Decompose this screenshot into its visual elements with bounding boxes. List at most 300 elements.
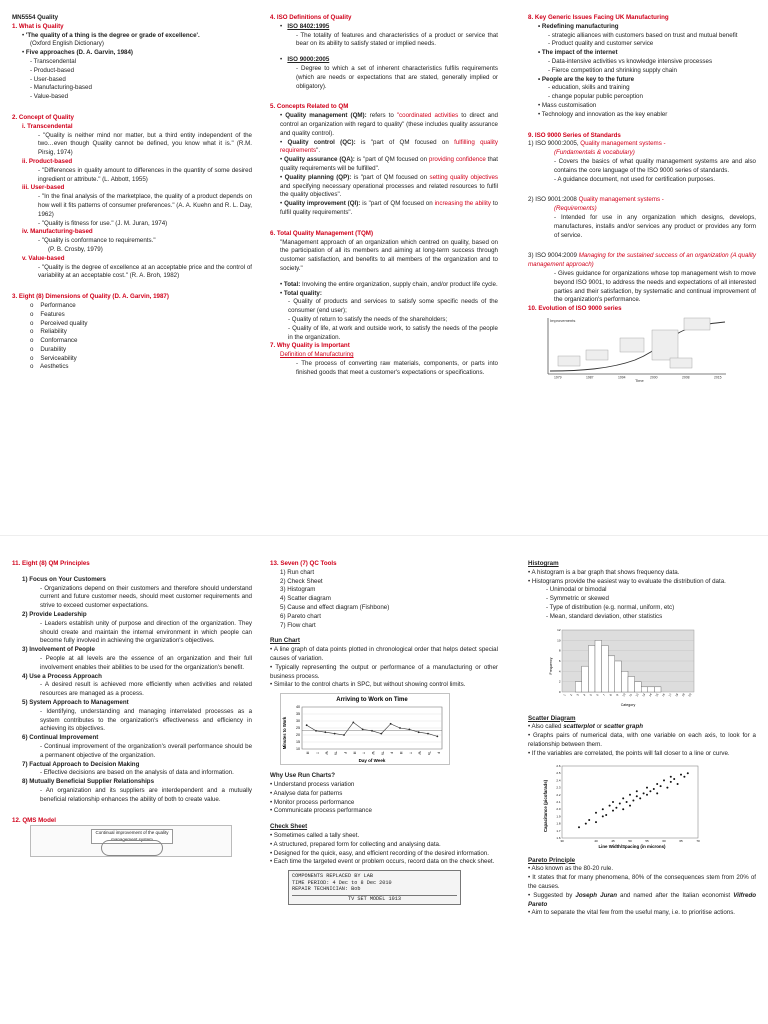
scatter-point xyxy=(619,802,621,804)
histogram-category-label: 14 xyxy=(647,692,653,697)
manufacturing-definition: - The process of converting raw materials, components, or parts into finished goods that meet a customer's expectations or specifications. xyxy=(296,359,498,376)
approaches-list xyxy=(12,58,252,102)
evolution-year-label: 1994 xyxy=(618,375,626,380)
list-item: • Similar to the control charts in SPC, but without showing control limits. xyxy=(270,681,466,689)
list-item: • Analyse data for patterns xyxy=(270,789,343,797)
list-item: • Each time the targeted event or problem occurs, record data on the check sheet. xyxy=(270,858,495,866)
list-item: - Product quality and customer service xyxy=(548,40,654,48)
principle-title: 5) System Approach to Management xyxy=(22,698,129,706)
list-item: - Type of distribution (e.g. normal, uniform, etc) xyxy=(546,603,675,611)
section-13-heading: 13. Seven (7) QC Tools xyxy=(270,560,337,567)
scatter-point xyxy=(602,815,604,817)
scatter-y-tick: 1.9 xyxy=(556,813,561,818)
concept-title: iv. Manufacturing-based xyxy=(22,228,93,236)
scatter-y-tick: 2.4 xyxy=(556,777,561,782)
list-item: - Fierce competition and shrinking supply chain xyxy=(548,66,677,74)
list-item: - Data-intensive activities vs knowledge intensive processes xyxy=(548,57,713,65)
scatter-point xyxy=(615,806,617,808)
histogram-bar xyxy=(648,686,655,691)
histogram-bar xyxy=(575,681,582,691)
list-item: • Also called scatterplot or scatter graph xyxy=(528,723,643,731)
evolution-year-label: 2015 xyxy=(714,375,722,380)
principle-text: - Effective decisions are based on the analysis of data and information. xyxy=(40,769,234,777)
list-item: 6) Pareto chart xyxy=(280,612,321,620)
list-item: • Mass customisation xyxy=(538,101,597,109)
qc-tools-list xyxy=(270,569,498,631)
principle-text: - Organizations depend on their customers and therefore should understand current and future customer needs, should meet customer requirements and strive to exceed customer expectations. xyxy=(40,584,252,610)
scatter-point xyxy=(636,795,638,797)
scatter-point xyxy=(680,773,682,775)
list-item: o Durability xyxy=(30,345,67,353)
run-chart-category-label: W xyxy=(417,751,422,755)
section-6-heading: 6. Total Quality Management (TQM) xyxy=(270,229,374,237)
principle-title: 6) Continual Improvement xyxy=(22,734,99,742)
list-item: • Histograms provide the easiest way to evaluate the distribution of data. xyxy=(528,577,726,585)
histogram-bar xyxy=(582,666,589,692)
list-item: • Quality control (QC): is "part of QM focused on fulfilling quality requirements". xyxy=(280,138,498,155)
scatter-y-tick: 2.1 xyxy=(556,799,561,804)
section-1-heading: 1. What is Quality xyxy=(12,22,64,30)
run-chart-xlabel: Day of Week xyxy=(358,758,386,764)
list-item: - A guidance document, not used for certification purposes. xyxy=(554,175,715,183)
section-9-heading: 9. ISO 9000 Series of Standards xyxy=(528,131,621,139)
check-sheet-line: COMPONENTS REPLACED BY LAB xyxy=(292,873,373,880)
scatter-x-tick: 55 xyxy=(645,838,649,843)
qms-cycle-shape xyxy=(101,840,163,856)
scatter-point xyxy=(677,783,679,785)
list-item: • A histogram is a bar graph that shows frequency data. xyxy=(528,568,680,576)
evolution-year-label: 1987 xyxy=(586,375,594,380)
column-top-left xyxy=(12,14,252,372)
check-sheet-line: REPAIR TECHNICIAN: Bob xyxy=(292,886,361,893)
run-chart-category-label: F xyxy=(343,752,347,755)
scatter-notes xyxy=(528,723,756,758)
run-chart-category-label: T xyxy=(408,752,413,755)
evolution-year-label: 2008 xyxy=(682,375,690,380)
list-item: • A structured, prepared form for collecting and analysing data. xyxy=(270,840,441,848)
histogram-category-label: 6 xyxy=(595,692,600,697)
list-item: o Features xyxy=(30,310,65,318)
list-item: o Performance xyxy=(30,301,76,309)
run-chart-notes xyxy=(270,646,498,690)
scatter-x-tick: 40 xyxy=(594,838,598,843)
histogram-category-label: 9 xyxy=(615,692,620,697)
iso9000-text: - Degree to which a set of inherent characteristics fulfils requirements (which are needs or expectations that are stated, generally implied or obligatory). xyxy=(296,64,498,90)
concept-text: - "Quality is fitness for use." (J. M. Juran, 1974) xyxy=(38,219,168,227)
five-approaches-bullet: • Five approaches (D. A. Garvin, 1984) xyxy=(22,49,133,57)
concept-text: - "In the final analysis of the marketplace, the quality of a product depends on how well it fits patterns of consumer preferences." (A. A. Kuehn and R. L. Day, 1962) xyxy=(38,193,253,218)
scatter-y-tick: 2.3 xyxy=(556,785,561,790)
histogram-bar xyxy=(628,676,635,692)
histogram-tick-label: 10 xyxy=(557,637,561,642)
histogram-category-label: 2 xyxy=(568,692,574,697)
principles-list xyxy=(12,576,252,805)
evolution-xlabel: Time xyxy=(635,377,644,383)
qm-concepts xyxy=(270,112,498,218)
scatter-point xyxy=(660,785,662,787)
scatter-point xyxy=(578,826,580,828)
why-list xyxy=(270,781,498,816)
histogram-notes xyxy=(528,569,756,622)
scatter-point xyxy=(612,809,614,811)
histogram-bar xyxy=(588,645,595,692)
list-item: • It states that for many phenomena, 80% of the consequences stem from 20% of the causes. xyxy=(528,874,757,890)
run-chart-tick-label: 35 xyxy=(296,712,300,717)
histogram-tick-label: 4 xyxy=(558,668,561,673)
histogram-category-label: 1 xyxy=(562,692,567,697)
list-item: - Quality of return to satisfy the needs of the shareholders; xyxy=(288,315,448,323)
run-chart-tick-label: 20 xyxy=(296,733,300,738)
scatter-point xyxy=(643,792,645,794)
principle-text: - Leaders establish unity of purpose and direction of the organization. They should create and maintain the internal environment in which people can become fully involved in achieving the organization's objectives. xyxy=(40,619,253,645)
scatter-point xyxy=(683,775,685,777)
run-chart-category-label: M xyxy=(352,751,357,755)
list-item: o Perceived quality xyxy=(30,319,88,327)
iso-standards xyxy=(528,140,756,305)
why-run-charts-title: Why Use Run Charts? xyxy=(270,772,335,780)
scatter-point xyxy=(626,801,628,803)
scatter-point xyxy=(656,792,658,794)
list-item: • Understand process variation xyxy=(270,780,355,788)
scatter-point xyxy=(646,793,648,795)
histogram-bar xyxy=(595,640,602,692)
scatter-plot-area xyxy=(562,766,698,838)
run-chart-tick-label: 30 xyxy=(296,719,300,724)
histogram-category-label: 7 xyxy=(601,692,607,697)
scatter-point xyxy=(670,775,672,777)
scatter-x-tick: 50 xyxy=(628,838,632,843)
list-item: • Sometimes called a tally sheet. xyxy=(270,831,360,839)
histogram-bar xyxy=(635,681,642,691)
scatter-point xyxy=(612,801,614,803)
run-chart-tick-label: 10 xyxy=(296,747,300,752)
histogram-chart xyxy=(548,626,698,708)
histogram-category-label: 12 xyxy=(634,692,640,697)
scatter-point xyxy=(622,808,624,810)
iso-evolution-figure xyxy=(540,314,730,384)
what-is-quality-bullet: • 'The quality of a thing is the degree or grade of excellence'. xyxy=(22,31,200,39)
concept-title: iii. User-based xyxy=(22,184,65,192)
evolution-year-label: 1979 xyxy=(554,375,562,380)
histogram-tick-label: 12 xyxy=(557,627,561,632)
list-item: - Covers the basics of what quality management systems are and also contains the core language of the ISO 9000 series of standards. xyxy=(554,157,757,174)
run-chart-category-label: F xyxy=(436,752,441,755)
histogram-ylabel: Frequency xyxy=(549,657,553,675)
column-top-right xyxy=(528,14,756,384)
list-item: - Symmetric or skewed xyxy=(546,595,609,603)
list-item: 4) Scatter diagram xyxy=(280,595,331,603)
course-title: MN5554 Quality xyxy=(12,14,59,21)
section-8-heading: 8. Key Generic Issues Facing UK Manufacturing xyxy=(528,14,669,21)
list-item: - Unimodal or bimodal xyxy=(546,586,607,594)
scatter-y-tick: 1.7 xyxy=(556,828,561,833)
principle-text: - People at all levels are the essence of an organization and their full involvement enables their abilities to be used for the organization's benefit. xyxy=(40,654,252,671)
run-chart-category-label: M xyxy=(305,751,310,755)
total-quality-list xyxy=(270,298,498,342)
list-item: - User-based xyxy=(30,75,66,83)
histogram-bar xyxy=(654,686,661,691)
list-item: • A line graph of data points plotted in chronological order that helps detect special causes of variation. xyxy=(270,646,498,662)
principle-title: 8) Mutually Beneficial Supplier Relationships xyxy=(22,778,155,786)
scatter-y-tick: 2.2 xyxy=(556,792,561,797)
histogram-category-label: 11 xyxy=(627,692,633,697)
check-sheet-line: TV SET MODEL 1013 xyxy=(292,895,457,903)
section-12-heading: 12. QMS Model xyxy=(12,816,57,824)
histogram-title: Histogram xyxy=(528,560,559,567)
run-chart-category-label: Th xyxy=(427,751,431,756)
scatter-point xyxy=(649,790,651,792)
tqm-total-quality: • Total quality: xyxy=(280,289,322,297)
section-11-heading: 11. Eight (8) QM Principles xyxy=(12,560,90,567)
scatter-point xyxy=(622,797,624,799)
scatter-point xyxy=(639,797,641,799)
list-item: o Reliability xyxy=(30,328,67,336)
scatter-point xyxy=(629,804,631,806)
list-item: 7) Flow chart xyxy=(280,621,316,629)
list-item: • Designed for the quick, easy, and efficient recording of the desired information. xyxy=(270,849,489,857)
list-item: • Graphs pairs of numerical data, with one variable on each axis, to look for a relationship between them. xyxy=(528,732,756,748)
dimensions-list xyxy=(12,302,252,372)
issue-group-title: • Redefining manufacturing xyxy=(538,22,619,30)
list-item: - change popular public perception xyxy=(548,93,643,101)
list-item: - Manufacturing-based xyxy=(30,84,92,92)
section-10-heading: 10. Evolution of ISO 9000 series xyxy=(528,305,622,313)
scatter-point xyxy=(585,822,587,824)
scatter-point xyxy=(609,804,611,806)
list-item: - Gives guidance for organizations whose top management wish to move beyond ISO 9001, to address the needs and expectations of all interested parties and their satisfaction, by systematic and continual improvement of the organization's performance. xyxy=(554,269,756,304)
tqm-definition: "Management approach of an organization which centred on quality, based on the participation of all its members and aiming at long-term success through customer satisfaction, and benefits to all members of the organization and to society." xyxy=(280,238,498,272)
scatter-x-tick: 70 xyxy=(696,838,700,843)
principle-title: 7) Factual Approach to Decision Making xyxy=(22,760,140,768)
scatter-x-tick: 45 xyxy=(611,838,615,843)
principle-text: - A desired result is achieved more efficiently when activities and related resources are managed as a process. xyxy=(40,681,252,698)
run-chart-tick-label: 25 xyxy=(296,726,300,731)
histogram-tick-label: 0 xyxy=(558,689,561,694)
histogram-category-label: 8 xyxy=(608,692,613,697)
histogram-category-label: 19 xyxy=(680,692,686,697)
oxford-source: (Oxford English Dictionary) xyxy=(30,40,104,48)
standard-subtitle: (Fundamentals & vocabulary) xyxy=(554,149,635,157)
histogram-tick-label: 2 xyxy=(558,679,561,684)
pareto-notes xyxy=(528,865,756,918)
list-item: • Technology and innovation as the key enabler xyxy=(538,110,668,118)
list-item: - Mean, standard deviation, other statistics xyxy=(546,612,663,620)
list-item: - strategic alliances with customers based on trust and mutual benefit xyxy=(548,31,738,39)
histogram-tick-label: 6 xyxy=(558,658,561,663)
histogram-bar xyxy=(615,661,622,692)
concept-title: v. Value-based xyxy=(22,254,65,262)
issue-group-title: • People are the key to the future xyxy=(538,75,635,83)
run-chart-heading: Arriving to Work on Time xyxy=(336,697,408,704)
list-item: - Intended for use in any organization which designs, develops, manufactures, installs and/or services any product or provides any form of service. xyxy=(554,213,757,239)
histogram-tick-label: 8 xyxy=(558,648,561,653)
list-item: o Aesthetics xyxy=(30,363,69,371)
list-item: - education, skills and training xyxy=(548,84,630,92)
concept-text: - "Differences in quality amount to differences in the quantity of some desired ingredient or attribute." (L. Abbott, 1955) xyxy=(38,166,253,183)
scatter-y-tick: 2.0 xyxy=(556,806,561,811)
principle-text: - Identifying, understanding and managing interrelated processes as a system contributes to the organization's effectiveness and efficiency in achieving its objectives. xyxy=(40,707,253,733)
run-chart-category-label: M xyxy=(399,751,403,755)
scatter-point xyxy=(595,821,597,823)
list-item: - Quality of products and services to satisfy some specific needs of the consumer (end user); xyxy=(288,298,498,315)
scatter-point xyxy=(666,786,668,788)
check-sheet-figure xyxy=(288,870,461,905)
scatter-point xyxy=(673,778,675,780)
scatter-point xyxy=(602,808,604,810)
list-item: 3) Histogram xyxy=(280,586,316,594)
scatter-point xyxy=(595,811,597,813)
histogram-category-label: 16 xyxy=(660,692,666,697)
evolution-year-label: 2000 xyxy=(650,375,658,380)
scatter-point xyxy=(636,790,638,792)
list-item: • Suggested by Joseph Juran and named after the Italian economist Vilfredo Pareto xyxy=(528,891,757,908)
list-item: • Monitor process performance xyxy=(270,798,355,806)
qms-figure-title: Continual improvement of the quality management system xyxy=(91,829,173,844)
scatter-chart xyxy=(542,762,702,850)
list-item: 5) Cause and effect diagram (Fishbone) xyxy=(280,603,390,611)
column-top-middle xyxy=(270,14,498,377)
standard-item: 1) ISO 9000:2005, Quality management systems - xyxy=(528,140,666,148)
run-chart-ylabel: Minutes to Work xyxy=(282,716,287,750)
run-chart-tick-label: 40 xyxy=(296,705,300,710)
scatter-y-tick: 2.6 xyxy=(556,763,561,768)
list-item: - Value-based xyxy=(30,93,69,101)
list-item: • Typically representing the output or performance of a manufacturing or other business process. xyxy=(270,663,498,680)
concept-text: - "Quality is conformance to requirements." xyxy=(38,237,156,245)
qms-model-figure xyxy=(30,825,232,857)
list-item: • Quality management (QM): refers to "coordinated activities to direct and control an organization with regard to quality" (these includes quality assurance and quality control). xyxy=(280,112,498,137)
iso8402-label: • ISO 8402:1995 xyxy=(280,22,330,30)
scatter-xlabel: Line Width/Spacing (in microns) xyxy=(598,843,666,849)
list-item: o Conformance xyxy=(30,337,78,345)
check-sheet-line: TIME PERIOD: 4 Dec to 8 Dec 2010 xyxy=(292,879,392,886)
section-5-heading: 5. Concepts Related to QM xyxy=(270,103,349,111)
scatter-point xyxy=(605,814,607,816)
tqm-total: • Total: Involving the entire organization, supply chain, and/or product life cycle. xyxy=(280,280,498,288)
pareto-title: Pareto Principle xyxy=(528,856,576,864)
standard-item: 3) ISO 9004:2009 Managing for the sustained success of an organization (A quality management approach) xyxy=(528,252,756,269)
column-bottom-left xyxy=(12,560,252,857)
concept-title: ii. Product-based xyxy=(22,157,73,165)
run-chart-category-label: Th xyxy=(380,751,385,756)
scatter-y-tick: 1.6 xyxy=(556,835,561,840)
manufacturing-definition-title: Definition of Manufacturing xyxy=(280,351,354,359)
scatter-point xyxy=(670,780,672,782)
uk-issues xyxy=(528,23,756,120)
histogram-bar xyxy=(608,655,615,691)
scatter-point xyxy=(653,788,655,790)
scatter-y-tick: 1.8 xyxy=(556,821,561,826)
list-item: o Serviceability xyxy=(30,354,77,362)
run-chart-category-label: Th xyxy=(333,751,338,756)
histogram-bar xyxy=(602,645,609,692)
check-sheet-notes xyxy=(270,832,498,867)
run-chart-category-label: W xyxy=(324,751,329,755)
section-3-heading: 3. Eight (8) Dimensions of Quality (D. A. Garvin, 1987) xyxy=(12,293,169,301)
principle-text: - An organization and its suppliers are interdependent and a mutually beneficial relationship enhances the ability of both to create value. xyxy=(40,786,253,803)
run-chart-tick-label: 15 xyxy=(296,740,300,745)
histogram-bar xyxy=(621,671,628,692)
histogram-bar xyxy=(641,686,648,691)
principle-text: - Continual improvement of the organization's overall performance should be a permanent objective of the organization. xyxy=(40,742,253,759)
run-chart-title: Run Chart xyxy=(270,637,300,645)
standard-item: 2) ISO 9001:2008 Quality management systems - xyxy=(528,196,664,204)
list-item: • Quality planning (QP): is "part of QM focused on setting quality objectives and specifying necessary operational processes and related resources to fulfil the quality objectives". xyxy=(280,173,498,199)
iso9000-label: • ISO 9000:2005 xyxy=(280,56,330,64)
histogram-category-label: 13 xyxy=(641,692,647,697)
list-item: - Transcendental xyxy=(30,57,77,65)
concept-text: - "Quality is neither mind nor matter, but a third entity independent of the two…even though Quality cannot be defined, you know what it is." (R.M. Pirsig, 1974) xyxy=(38,131,252,157)
histogram-category-label: 15 xyxy=(654,692,660,697)
scatter-title: Scatter Diagram xyxy=(528,714,576,722)
list-item: • Quality improvement (QI): is "part of QM focused on increasing the ability to fulfil quality requirements". xyxy=(280,200,498,216)
scatter-point xyxy=(687,772,689,774)
scatter-point xyxy=(646,786,648,788)
run-chart-category-label: W xyxy=(371,751,375,755)
concept-title: i. Transcendental xyxy=(22,122,73,130)
scatter-ylabel: Capacitance (picofarads) xyxy=(543,779,548,832)
scatter-x-tick: 65 xyxy=(679,838,683,843)
run-chart-category-label: F xyxy=(389,752,394,755)
list-item: - Quality of life, at work and outside work, to satisfy the needs of the people in the organization. xyxy=(288,324,498,341)
histogram-category-label: 3 xyxy=(575,692,580,697)
histogram-category-label: 17 xyxy=(667,692,673,697)
section-2-heading: 2. Concept of Quality xyxy=(12,113,74,121)
scatter-x-tick: 60 xyxy=(662,838,666,843)
list-item: • Communicate process performance xyxy=(270,807,372,815)
list-item: 1) Run chart xyxy=(280,568,315,576)
histogram-category-label: 10 xyxy=(621,692,627,697)
principle-title: 4) Use a Process Approach xyxy=(22,672,102,680)
list-item: • If the variables are correlated, the points will fall closer to a line or curve. xyxy=(528,749,730,757)
list-item: 2) Check Sheet xyxy=(280,577,323,585)
evolution-ylabel: Improvements xyxy=(550,317,576,323)
histogram-category-label: 20 xyxy=(687,692,693,697)
concept-source: (P. B. Crosby, 1979) xyxy=(48,245,103,253)
section-4-heading: 4. ISO Definitions of Quality xyxy=(270,14,352,21)
list-item: • Also known as the 80-20 rule. xyxy=(528,865,614,873)
principle-title: 2) Provide Leadership xyxy=(22,610,87,618)
divider xyxy=(0,535,768,536)
scatter-point xyxy=(629,793,631,795)
scatter-point xyxy=(656,783,658,785)
list-item: • Quality assurance (QA): is "part of QM focused on providing confidence that quality requirements will be fulfilled". xyxy=(280,156,498,172)
run-chart-category-label: T xyxy=(315,752,319,755)
scatter-point xyxy=(632,799,634,801)
histogram-category-label: 4 xyxy=(582,692,587,697)
standard-subtitle: (Requirements) xyxy=(554,205,597,213)
run-chart-category-label: T xyxy=(361,752,366,755)
scatter-x-tick: 30 xyxy=(560,838,564,843)
check-sheet-title: Check Sheet xyxy=(270,823,308,831)
principle-title: 1) Focus on Your Customers xyxy=(22,575,107,583)
run-chart xyxy=(280,693,450,765)
iso8402-text: - The totality of features and characteristics of a product or service that bear on its ability to satisfy stated or implied needs. xyxy=(296,31,498,48)
concept-text: - "Quality is the degree of excellence at an acceptable price and the control of variability at an acceptable cost." (R. A. Broh, 1982) xyxy=(38,263,253,280)
scatter-y-tick: 2.5 xyxy=(556,770,561,775)
column-bottom-middle xyxy=(270,560,498,905)
column-bottom-right xyxy=(528,560,756,918)
list-item: - Product-based xyxy=(30,66,75,74)
list-item: • Aim to separate the vital few from the useful many, i.e. to prioritise actions. xyxy=(528,909,736,917)
histogram-xlabel: Category xyxy=(620,702,636,707)
histogram-category-label: 18 xyxy=(674,692,680,697)
scatter-point xyxy=(588,819,590,821)
section-7-heading: 7. Why Quality is Important xyxy=(270,342,350,350)
principle-title: 3) Involvement of People xyxy=(22,646,95,654)
scatter-point xyxy=(663,779,665,781)
issue-group-title: • The impact of the internet xyxy=(538,49,618,57)
